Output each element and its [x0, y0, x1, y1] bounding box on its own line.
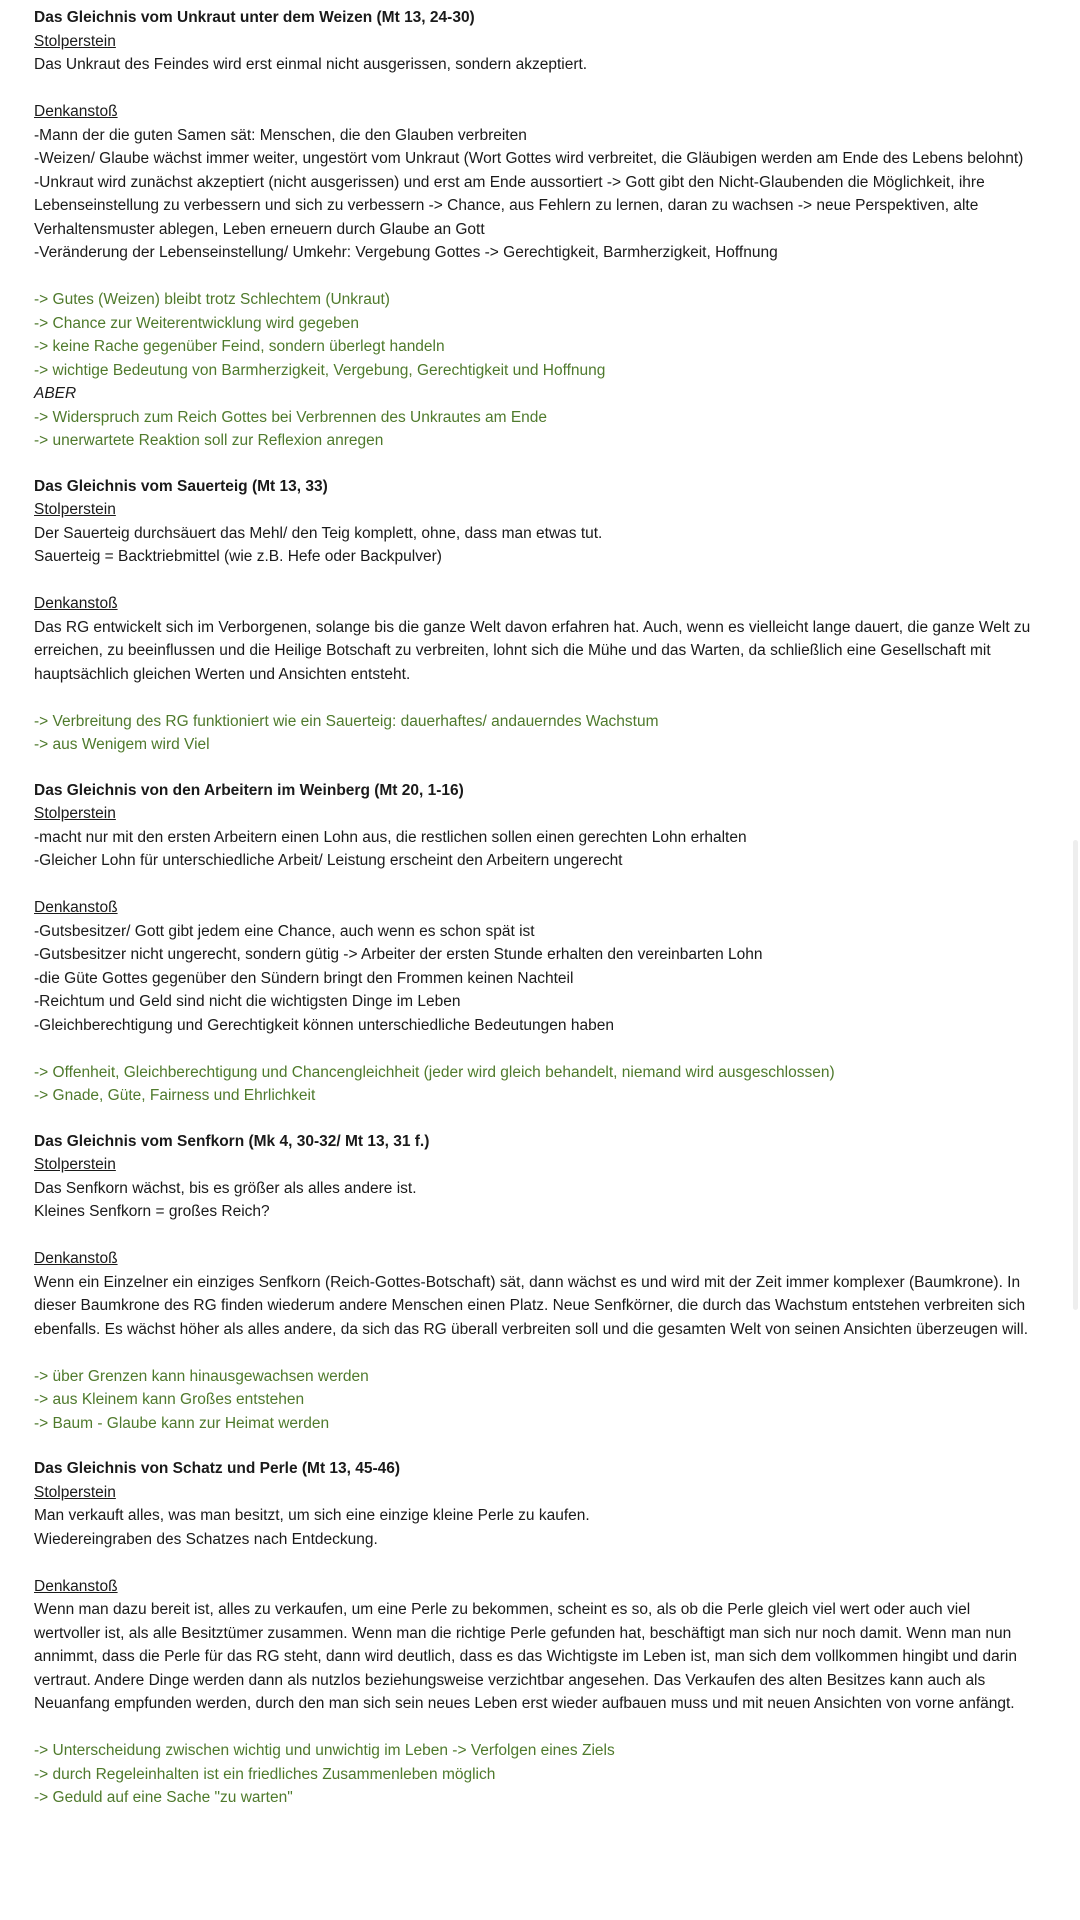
conclusion-line: -> Unterscheidung zwischen wichtig und unwichtig im Leben -> Verfolgen eines Ziels	[34, 1742, 615, 1759]
conclusion-line: -> Chance zur Weiterentwicklung wird gegeben	[34, 314, 359, 332]
denkanstoss-text: -die Güte Gottes gegenüber den Sündern bringt den Frommen keinen Nachteil	[34, 969, 574, 987]
spacer	[34, 77, 1034, 101]
section-title: Das Gleichnis vom Senfkorn (Mk 4, 30-32/ Mt 13, 31 f.)	[34, 1132, 430, 1150]
denkanstoss-text: -Gutsbesitzer/ Gott gibt jedem eine Chance, auch wenn es schon spät ist	[34, 922, 535, 940]
conclusion-line: -> Geduld auf eine Sache "zu warten"	[34, 1789, 293, 1806]
denkanstoss-text: -Unkraut wird zunächst akzeptiert (nicht ausgerissen) und erst am Ende aussortiert -> Gott gibt den Nicht-Glaubenden die Möglichkeit, ihre Lebenseinstellung zu verbessern und sich zu verbessern -> Chance, aus Fehlern zu lernen, daran zu wachsen -> neue Perspektiven, alte Verhaltensmuster ablegen, Leben erneuern durch Glaube an Gott	[34, 173, 985, 238]
stolperstein-text: Kleines Senfkorn = großes Reich?	[34, 1203, 270, 1220]
stolperstein-text: -macht nur mit den ersten Arbeitern einen Lohn aus, die restlichen sollen einen gerechten Lohn erhalten	[34, 828, 747, 846]
stolperstein-heading: Stolperstein	[34, 501, 116, 518]
denkanstoss-text: -Gutsbesitzer nicht ungerecht, sondern gütig -> Arbeiter der ersten Stunde erhalten den vereinbarten Lohn	[34, 946, 763, 963]
spacer	[34, 1037, 1034, 1061]
parable-section	[34, 1457, 1034, 1810]
spacer	[34, 686, 1034, 710]
conclusion-line: -> Gnade, Güte, Fairness und Ehrlichkeit	[34, 1087, 316, 1104]
denkanstoss-heading: Denkanstoß	[34, 595, 118, 612]
stolperstein-heading: Stolperstein	[34, 1483, 116, 1501]
contrast-marker: ABER	[34, 385, 77, 402]
denkanstoss-heading: Denkanstoß	[34, 1577, 118, 1595]
stolperstein-text: Der Sauerteig durchsäuert das Mehl/ den Teig komplett, ohne, dass man etwas tut.	[34, 524, 603, 542]
conclusion-line: -> aus Kleinem kann Großes entstehen	[34, 1391, 305, 1408]
stolperstein-text: Das Senfkorn wächst, bis es größer als alles andere ist.	[34, 1179, 417, 1197]
denkanstoss-text: Das RG entwickelt sich im Verborgenen, solange bis die ganze Welt davon erfahren hat. Auch, wenn es vielleicht lange dauert, die ganze Welt zu erreichen, zu beeinflussen und die Heilige Botschaft zu verbreiten, lohnt sich die Mühe und das Warten, da schließlich eine Gesellschaft mit hauptsächlich gleichen Werten und Ansichten entsteht.	[34, 618, 1031, 683]
denkanstoss-heading: Denkanstoß	[34, 1250, 118, 1267]
section-title: Das Gleichnis von den Arbeitern im Weinberg (Mt 20, 1-16)	[34, 781, 464, 799]
parable-section	[34, 6, 1034, 453]
denkanstoss-text: Wenn man dazu bereit ist, alles zu verkaufen, um eine Perle zu bekommen, scheint es so, als ob die Perle gleich viel wert oder auch viel wertvoller ist, als alle Besitztümer zusammen. Wenn man die richtige Perle gefunden hat, beschäftigt man sich nur noch damit. Wenn man nun annimmt, dass die Perle für das RG steht, dann wird deutlich, dass es das Wichtigste im Leben ist, man sich dem vollkommen hingibt und darin vertraut. Andere Dinge werden dann als nutzlos beziehungsweise verzichtbar angesehen. Das Verkaufen des alten Besitzes kann auch als Neuanfang empfunden werden, durch den man sich sein neues Leben erst wieder aufbauen muss und mit neuen Ansichten von vorne anfängt.	[34, 1601, 1017, 1712]
stolperstein-text: -Gleicher Lohn für unterschiedliche Arbeit/ Leistung erscheint den Arbeitern ungerecht	[34, 852, 623, 869]
stolperstein-heading: Stolperstein	[34, 805, 116, 822]
stolperstein-text: Wiedereingraben des Schatzes nach Entdeckung.	[34, 1530, 378, 1548]
spacer	[34, 1551, 1034, 1575]
conclusion-line: -> wichtige Bedeutung von Barmherzigkeit, Vergebung, Gerechtigkeit und Hoffnung	[34, 361, 606, 379]
conclusion-line: -> durch Regeleinhalten ist ein friedliches Zusammenleben möglich	[34, 1765, 496, 1783]
conclusion-line: -> über Grenzen kann hinausgewachsen werden	[34, 1367, 369, 1385]
section-title: Das Gleichnis von Schatz und Perle (Mt 13, 45-46)	[34, 1460, 401, 1477]
denkanstoss-heading: Denkanstoß	[34, 103, 118, 120]
denkanstoss-heading: Denkanstoß	[34, 899, 118, 916]
stolperstein-text: Man verkauft alles, was man besitzt, um sich eine einzige kleine Perle zu kaufen.	[34, 1507, 590, 1524]
spacer	[34, 265, 1034, 289]
spacer	[34, 1716, 1034, 1740]
conclusion-line: -> keine Rache gegenüber Feind, sondern überlegt handeln	[34, 338, 445, 355]
parable-section	[34, 475, 1034, 757]
conclusion-line: -> Gutes (Weizen) bleibt trotz Schlechtem (Unkraut)	[34, 291, 390, 308]
conclusion-line: -> aus Wenigem wird Viel	[34, 736, 210, 753]
conclusion-line: -> Verbreitung des RG funktioniert wie ein Sauerteig: dauerhaftes/ andauerndes Wachstum	[34, 712, 659, 730]
conclusion-line: -> unerwartete Reaktion soll zur Reflexion anregen	[34, 432, 384, 449]
denkanstoss-text: -Weizen/ Glaube wächst immer weiter, ungestört vom Unkraut (Wort Gottes wird verbreitet, die Gläubigen werden am Ende des Lebens belohnt)	[34, 150, 1024, 167]
stolperstein-text: Das Unkraut des Feindes wird erst einmal nicht ausgerissen, sondern akzeptiert.	[34, 56, 588, 73]
stolperstein-text: Sauerteig = Backtriebmittel (wie z.B. Hefe oder Backpulver)	[34, 548, 442, 565]
spacer	[34, 569, 1034, 593]
conclusion-line: -> Baum - Glaube kann zur Heimat werden	[34, 1414, 330, 1432]
document-page	[34, 6, 1034, 1832]
spacer	[34, 873, 1034, 897]
section-title: Das Gleichnis vom Unkraut unter dem Weizen (Mt 13, 24-30)	[34, 9, 475, 26]
spacer	[34, 1341, 1034, 1365]
stolperstein-heading: Stolperstein	[34, 1156, 116, 1173]
section-title: Das Gleichnis vom Sauerteig (Mt 13, 33)	[34, 477, 328, 495]
denkanstoss-text: -Reichtum und Geld sind nicht die wichtigsten Dinge im Leben	[34, 993, 461, 1010]
denkanstoss-text: -Gleichberechtigung und Gerechtigkeit können unterschiedliche Bedeutungen haben	[34, 1016, 614, 1034]
parable-section	[34, 1130, 1034, 1436]
stolperstein-heading: Stolperstein	[34, 32, 116, 50]
denkanstoss-text: -Mann der die guten Samen sät: Menschen, die den Glauben verbreiten	[34, 126, 527, 144]
denkanstoss-text: Wenn ein Einzelner ein einziges Senfkorn (Reich-Gottes-Botschaft) sät, dann wächst es und wird mit der Zeit immer komplexer (Baumkrone). In dieser Baumkrone des RG finden wiederum andere Menschen einen Platz. Neue Senfkörner, die durch das Wachstum entstehen verbreiten sich ebenfalls. Es wächst höher als alles andere, da sich das RG überall verbreiten soll und die gesamten Welt von seinen Ansichten überzeugen will.	[34, 1273, 1029, 1338]
conclusion-line: -> Offenheit, Gleichberechtigung und Chancengleichheit (jeder wird gleich behandelt, niemand wird ausgeschlossen)	[34, 1063, 835, 1081]
spacer	[34, 1224, 1034, 1248]
denkanstoss-text: -Veränderung der Lebenseinstellung/ Umkehr: Vergebung Gottes -> Gerechtigkeit, Barmherzigkeit, Hoffnung	[34, 244, 778, 261]
parable-section	[34, 779, 1034, 1108]
conclusion-line: -> Widerspruch zum Reich Gottes bei Verbrennen des Unkrautes am Ende	[34, 408, 548, 426]
scrollbar[interactable]	[1073, 840, 1078, 1310]
